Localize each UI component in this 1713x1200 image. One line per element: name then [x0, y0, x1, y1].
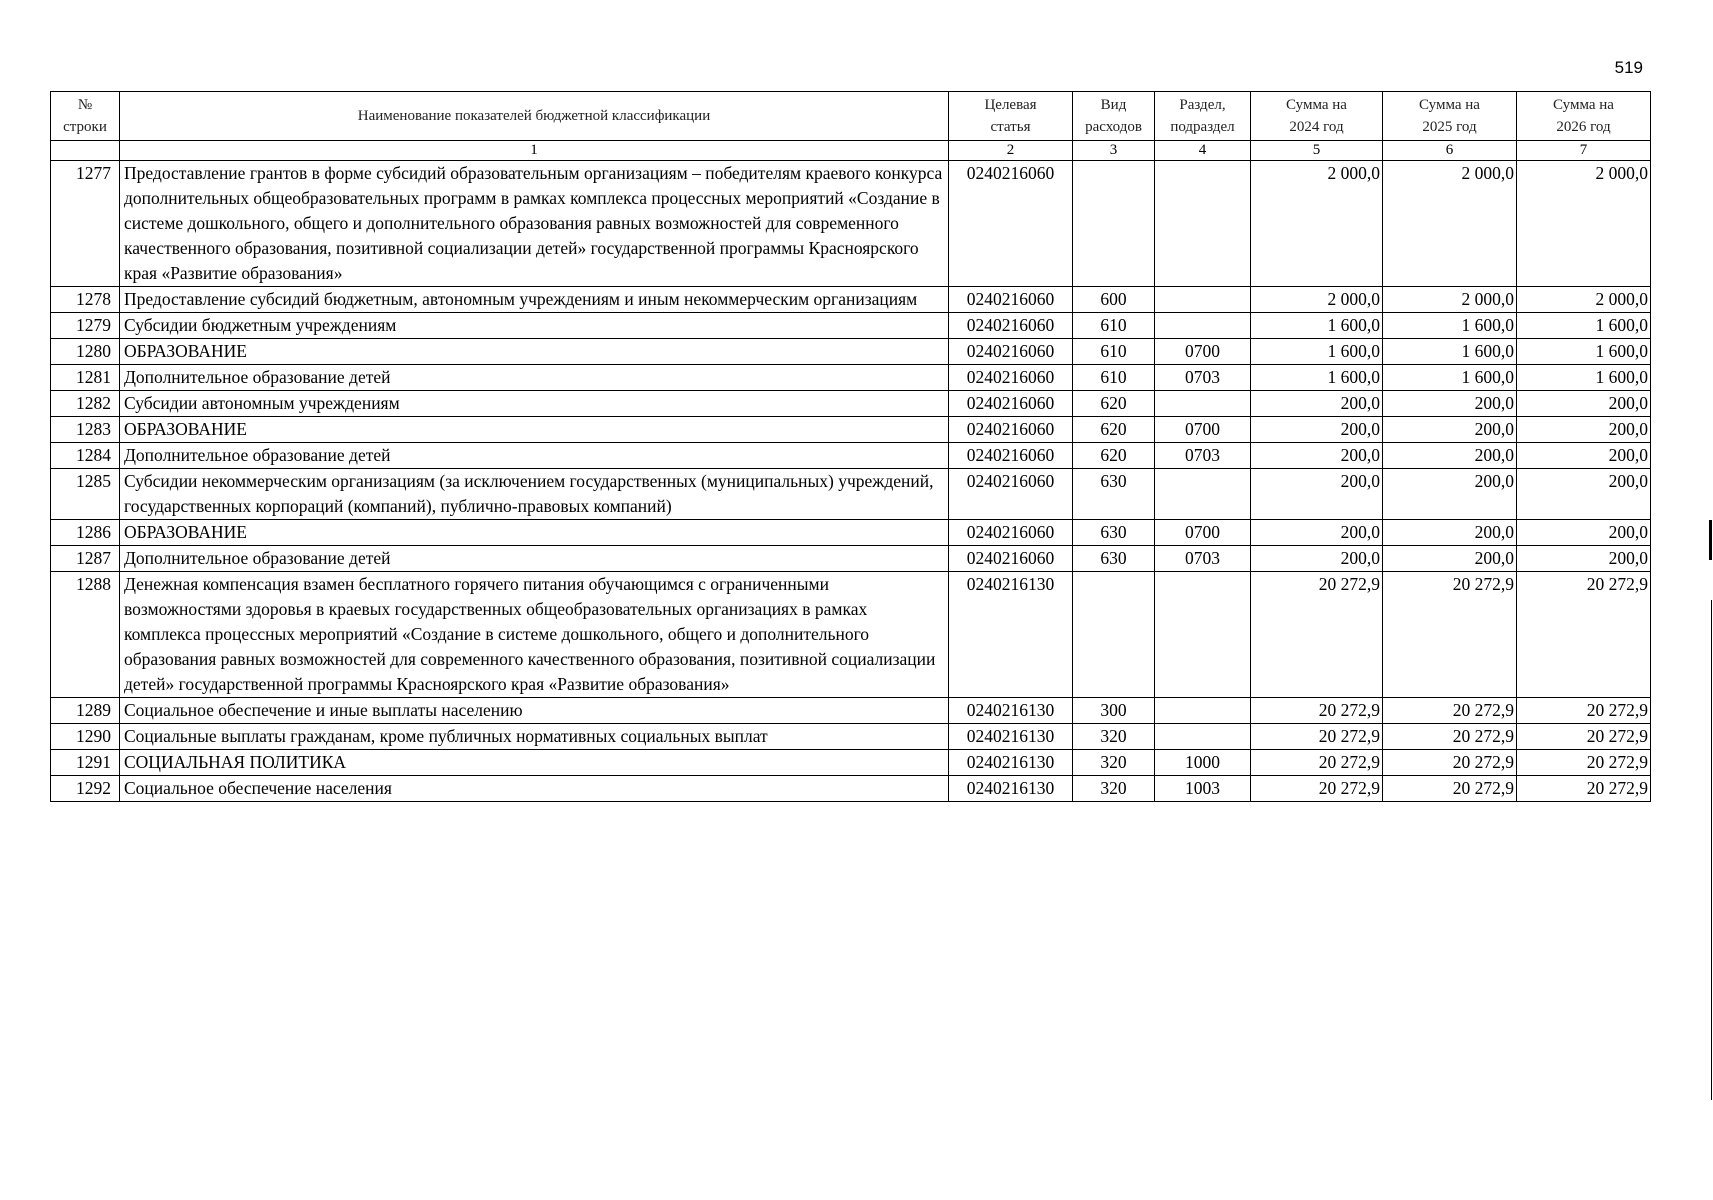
row-sum-2025: 200,0 [1383, 520, 1517, 546]
column-number: 7 [1517, 141, 1651, 161]
row-expense-type: 630 [1073, 546, 1155, 572]
row-sum-2025: 20 272,9 [1383, 750, 1517, 776]
row-sum-2025: 200,0 [1383, 469, 1517, 520]
row-sum-2024: 20 272,9 [1251, 698, 1383, 724]
row-number: 1287 [51, 546, 120, 572]
row-name: Дополнительное образование детей [120, 365, 949, 391]
row-section [1155, 724, 1251, 750]
row-number: 1290 [51, 724, 120, 750]
row-name: Социальное обеспечение и иные выплаты населению [120, 698, 949, 724]
row-sum-2026: 200,0 [1517, 443, 1651, 469]
row-number: 1285 [51, 469, 120, 520]
row-expense-type: 620 [1073, 417, 1155, 443]
row-name: Социальные выплаты гражданам, кроме публичных нормативных социальных выплат [120, 724, 949, 750]
row-sum-2024: 2 000,0 [1251, 161, 1383, 287]
row-target-article: 0240216130 [949, 776, 1073, 802]
header-sum-2024: Сумма на 2024 год [1251, 92, 1383, 141]
row-target-article: 0240216130 [949, 724, 1073, 750]
row-section [1155, 469, 1251, 520]
row-expense-type [1073, 572, 1155, 698]
table-row [51, 365, 1651, 391]
row-sum-2025: 200,0 [1383, 443, 1517, 469]
row-target-article: 0240216060 [949, 520, 1073, 546]
row-sum-2026: 200,0 [1517, 469, 1651, 520]
row-number: 1284 [51, 443, 120, 469]
header-sum-2025: Сумма на 2025 год [1383, 92, 1517, 141]
row-expense-type: 610 [1073, 313, 1155, 339]
row-sum-2026: 2 000,0 [1517, 161, 1651, 287]
row-sum-2026: 200,0 [1517, 546, 1651, 572]
table-row [51, 724, 1651, 750]
row-name: Дополнительное образование детей [120, 443, 949, 469]
row-name: Субсидии некоммерческим организациям (за исключением государственных (муниципальных) учреждений, государственных корпораций (компаний), публично-правовых компаний) [120, 469, 949, 520]
row-section: 1003 [1155, 776, 1251, 802]
row-target-article: 0240216060 [949, 417, 1073, 443]
row-sum-2026: 1 600,0 [1517, 365, 1651, 391]
row-number: 1277 [51, 161, 120, 287]
table-row [51, 443, 1651, 469]
row-section [1155, 313, 1251, 339]
row-name: ОБРАЗОВАНИЕ [120, 417, 949, 443]
table-row [51, 546, 1651, 572]
table-row [51, 287, 1651, 313]
row-section: 0700 [1155, 520, 1251, 546]
row-sum-2026: 1 600,0 [1517, 313, 1651, 339]
row-expense-type: 600 [1073, 287, 1155, 313]
budget-table [50, 91, 1651, 802]
table-header-row [51, 92, 1651, 141]
header-sum-2026: Сумма на 2026 год [1517, 92, 1651, 141]
row-section [1155, 161, 1251, 287]
table-row [51, 776, 1651, 802]
row-sum-2025: 20 272,9 [1383, 724, 1517, 750]
row-number: 1292 [51, 776, 120, 802]
row-section: 0703 [1155, 365, 1251, 391]
row-sum-2026: 200,0 [1517, 391, 1651, 417]
row-name: ОБРАЗОВАНИЕ [120, 339, 949, 365]
row-sum-2026: 2 000,0 [1517, 287, 1651, 313]
row-section: 1000 [1155, 750, 1251, 776]
row-sum-2024: 20 272,9 [1251, 750, 1383, 776]
row-expense-type: 610 [1073, 365, 1155, 391]
row-sum-2026: 20 272,9 [1517, 750, 1651, 776]
row-section: 0700 [1155, 417, 1251, 443]
row-expense-type: 610 [1073, 339, 1155, 365]
row-target-article: 0240216130 [949, 750, 1073, 776]
row-expense-type: 320 [1073, 750, 1155, 776]
header-target-article: Целевая статья [949, 92, 1073, 141]
row-target-article: 0240216060 [949, 443, 1073, 469]
row-sum-2025: 2 000,0 [1383, 287, 1517, 313]
row-sum-2025: 200,0 [1383, 391, 1517, 417]
row-name: Социальное обеспечение населения [120, 776, 949, 802]
row-target-article: 0240216060 [949, 546, 1073, 572]
header-name: Наименование показателей бюджетной классификации [120, 92, 949, 141]
table-row [51, 339, 1651, 365]
table-row [51, 572, 1651, 698]
row-number: 1278 [51, 287, 120, 313]
row-name: Предоставление субсидий бюджетным, автономным учреждениям и иным некоммерческим организациям [120, 287, 949, 313]
row-target-article: 0240216130 [949, 698, 1073, 724]
row-sum-2025: 1 600,0 [1383, 339, 1517, 365]
row-expense-type: 300 [1073, 698, 1155, 724]
header-row-number: № строки [51, 92, 120, 141]
row-target-article: 0240216060 [949, 161, 1073, 287]
row-sum-2024: 200,0 [1251, 469, 1383, 520]
row-name: Субсидии автономным учреждениям [120, 391, 949, 417]
scan-edge-marks [1707, 500, 1713, 1100]
row-number: 1282 [51, 391, 120, 417]
table-row [51, 391, 1651, 417]
row-expense-type: 630 [1073, 469, 1155, 520]
row-name: Денежная компенсация взамен бесплатного горячего питания обучающимся с ограниченными возможностями здоровья в краевых государственных общеобразовательных организациях в рамках комплекса процессных мероприятий «Создание в системе дошкольного, общего и дополнительного образования равных возможностей для современного качественного образования, позитивной социализации детей» государственной программы Красноярского края «Развитие образования» [120, 572, 949, 698]
row-target-article: 0240216060 [949, 313, 1073, 339]
row-sum-2024: 20 272,9 [1251, 776, 1383, 802]
row-name: ОБРАЗОВАНИЕ [120, 520, 949, 546]
row-number: 1280 [51, 339, 120, 365]
row-sum-2024: 200,0 [1251, 443, 1383, 469]
row-expense-type: 630 [1073, 520, 1155, 546]
row-sum-2026: 20 272,9 [1517, 776, 1651, 802]
table-row [51, 313, 1651, 339]
row-expense-type: 620 [1073, 443, 1155, 469]
row-section [1155, 287, 1251, 313]
row-sum-2024: 200,0 [1251, 417, 1383, 443]
row-expense-type [1073, 161, 1155, 287]
column-number: 3 [1073, 141, 1155, 161]
column-number: 5 [1251, 141, 1383, 161]
row-sum-2025: 20 272,9 [1383, 776, 1517, 802]
row-target-article: 0240216060 [949, 287, 1073, 313]
row-name: Дополнительное образование детей [120, 546, 949, 572]
row-name: Субсидии бюджетным учреждениям [120, 313, 949, 339]
row-target-article: 0240216060 [949, 469, 1073, 520]
row-sum-2025: 200,0 [1383, 546, 1517, 572]
row-sum-2026: 1 600,0 [1517, 339, 1651, 365]
row-expense-type: 320 [1073, 724, 1155, 750]
table-row [51, 698, 1651, 724]
row-sum-2024: 1 600,0 [1251, 313, 1383, 339]
row-number: 1279 [51, 313, 120, 339]
column-number: 6 [1383, 141, 1517, 161]
row-number: 1288 [51, 572, 120, 698]
row-sum-2026: 200,0 [1517, 520, 1651, 546]
row-target-article: 0240216060 [949, 339, 1073, 365]
column-number-row [51, 141, 1651, 161]
row-sum-2026: 20 272,9 [1517, 572, 1651, 698]
header-expense-type: Вид расходов [1073, 92, 1155, 141]
row-name: СОЦИАЛЬНАЯ ПОЛИТИКА [120, 750, 949, 776]
row-number: 1283 [51, 417, 120, 443]
table-row [51, 161, 1651, 287]
row-section [1155, 572, 1251, 698]
row-target-article: 0240216060 [949, 365, 1073, 391]
row-target-article: 0240216060 [949, 391, 1073, 417]
scan-edge-mark [1711, 600, 1712, 1100]
row-number: 1281 [51, 365, 120, 391]
table-row [51, 750, 1651, 776]
row-sum-2026: 200,0 [1517, 417, 1651, 443]
row-sum-2024: 200,0 [1251, 546, 1383, 572]
row-expense-type: 320 [1073, 776, 1155, 802]
scan-edge-mark [1709, 520, 1712, 560]
header-section: Раздел, подраздел [1155, 92, 1251, 141]
table-row [51, 520, 1651, 546]
row-sum-2025: 20 272,9 [1383, 572, 1517, 698]
row-sum-2025: 20 272,9 [1383, 698, 1517, 724]
column-number [51, 141, 120, 161]
column-number: 4 [1155, 141, 1251, 161]
column-number: 1 [120, 141, 949, 161]
row-target-article: 0240216130 [949, 572, 1073, 698]
row-sum-2025: 1 600,0 [1383, 313, 1517, 339]
row-sum-2024: 200,0 [1251, 520, 1383, 546]
row-number: 1289 [51, 698, 120, 724]
row-section [1155, 391, 1251, 417]
row-sum-2025: 1 600,0 [1383, 365, 1517, 391]
row-number: 1286 [51, 520, 120, 546]
row-sum-2025: 200,0 [1383, 417, 1517, 443]
row-sum-2024: 20 272,9 [1251, 724, 1383, 750]
row-section: 0703 [1155, 546, 1251, 572]
row-name: Предоставление грантов в форме субсидий образовательным организациям – победителям краевого конкурса дополнительных общеобразовательных программ в рамках комплекса процессных мероприятий «Создание в системе дошкольного, общего и дополнительного образования равных возможностей для современного качественного образования, позитивной социализации детей» государственной программы Красноярского края «Развитие образования» [120, 161, 949, 287]
row-sum-2026: 20 272,9 [1517, 698, 1651, 724]
row-sum-2024: 200,0 [1251, 391, 1383, 417]
row-sum-2025: 2 000,0 [1383, 161, 1517, 287]
column-number: 2 [949, 141, 1073, 161]
row-number: 1291 [51, 750, 120, 776]
row-sum-2026: 20 272,9 [1517, 724, 1651, 750]
row-section: 0703 [1155, 443, 1251, 469]
row-expense-type: 620 [1073, 391, 1155, 417]
row-section: 0700 [1155, 339, 1251, 365]
table-row [51, 417, 1651, 443]
row-sum-2024: 1 600,0 [1251, 339, 1383, 365]
table-row [51, 469, 1651, 520]
row-sum-2024: 2 000,0 [1251, 287, 1383, 313]
row-section [1155, 698, 1251, 724]
row-sum-2024: 20 272,9 [1251, 572, 1383, 698]
page-number: 519 [1614, 58, 1643, 77]
row-sum-2024: 1 600,0 [1251, 365, 1383, 391]
